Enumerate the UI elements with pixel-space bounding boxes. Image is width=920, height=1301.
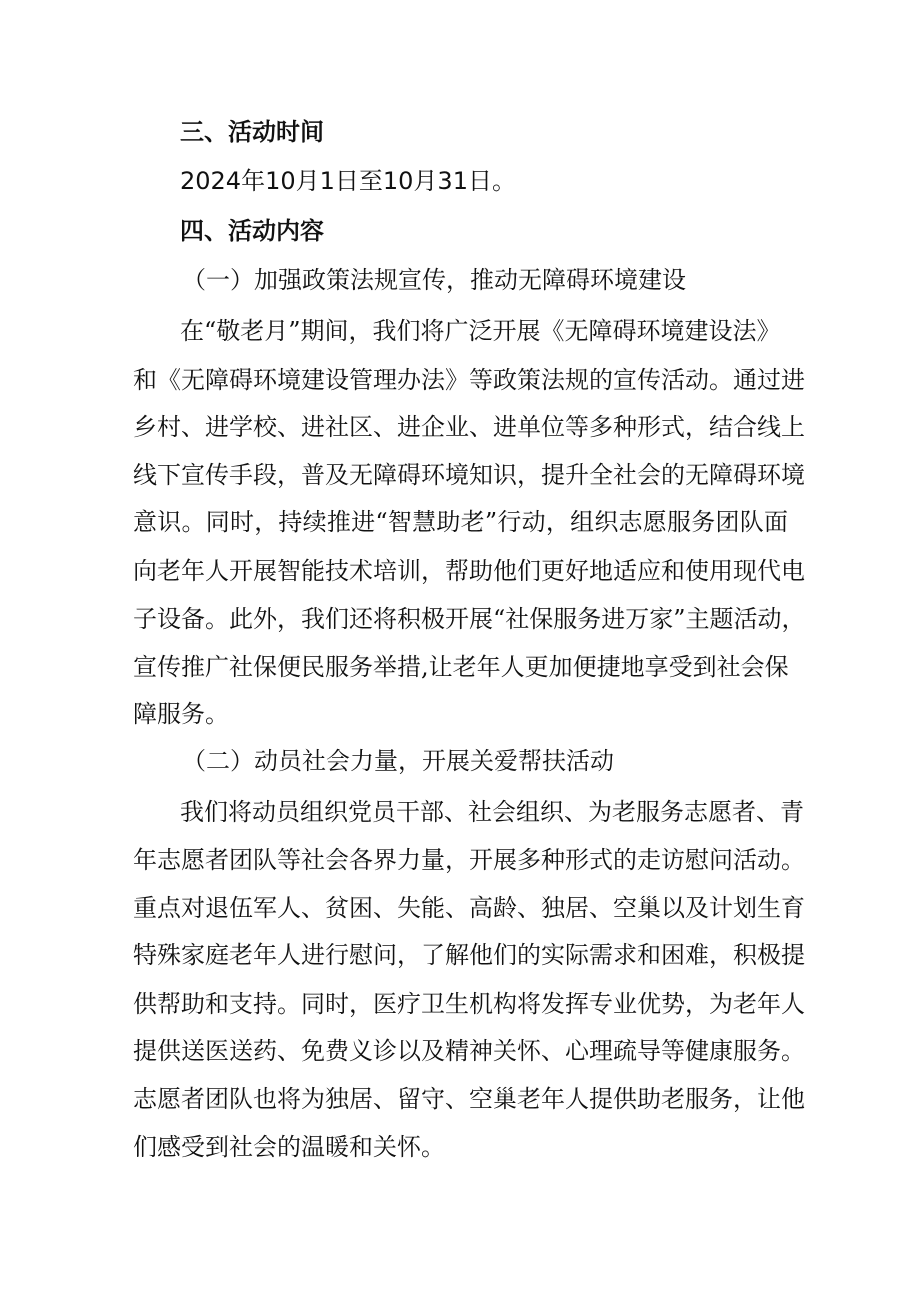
section-heading-activity-time: 三、活动时间: [180, 118, 324, 146]
paragraph-1-line: 线下宣传手段，普及无障碍环境知识，提升全社会的无障碍环境: [133, 461, 805, 489]
paragraph-1-line: 乡村、进学校、进社区、进企业、进单位等多种形式，结合线上: [133, 413, 805, 441]
paragraph-2-line: 们感受到社会的温暖和关怀。: [133, 1133, 445, 1161]
paragraph-1-line: 意识。同时，持续推进“智慧助老”行动，组织志愿服务团队面: [133, 508, 788, 536]
paragraph-1-line: 在“敬老月”期间，我们将广泛开展《无障碍环境建设法》: [180, 317, 781, 345]
activity-time-text: 2024年10月1日至10月31日。: [180, 167, 516, 195]
subsection-title-2: （二）动员社会力量，开展关爱帮扶活动: [182, 747, 614, 775]
paragraph-2-line: 供帮助和支持。同时，医疗卫生机构将发挥专业优势，为老年人: [133, 990, 805, 1018]
paragraph-2-line: 重点对退伍军人、贫困、失能、高龄、独居、空巢以及计划生育: [133, 894, 805, 922]
paragraph-2-line: 提供送医送药、免费义诊以及精神关怀、心理疏导等健康服务。: [133, 1037, 805, 1065]
subsection-title-1: （一）加强政策法规宣传，推动无障碍环境建设: [182, 266, 686, 294]
paragraph-2-line: 我们将动员组织党员干部、社会组织、为老服务志愿者、青: [180, 798, 804, 826]
paragraph-2-line: 志愿者团队也将为独居、留守、空巢老年人提供助老服务，让他: [133, 1085, 805, 1113]
paragraph-1-line: 宣传推广社保便民服务举措,让老年人更加便捷地享受到社会保: [133, 653, 789, 681]
paragraph-1-line: 子设备。此外，我们还将积极开展“社保服务进万家”主题活动，: [133, 605, 806, 633]
paragraph-1-line: 障服务。: [133, 700, 229, 728]
paragraph-1-line: 和《无障碍环境建设管理办法》等政策法规的宣传活动。通过进: [133, 366, 805, 394]
paragraph-2-line: 特殊家庭老年人进行慰问，了解他们的实际需求和困难，积极提: [133, 941, 805, 969]
paragraph-2-line: 年志愿者团队等社会各界力量，开展多种形式的走访慰问活动。: [133, 846, 805, 874]
section-heading-activity-content: 四、活动内容: [180, 217, 324, 245]
paragraph-1-line: 向老年人开展智能技术培训，帮助他们更好地适应和使用现代电: [133, 557, 805, 585]
